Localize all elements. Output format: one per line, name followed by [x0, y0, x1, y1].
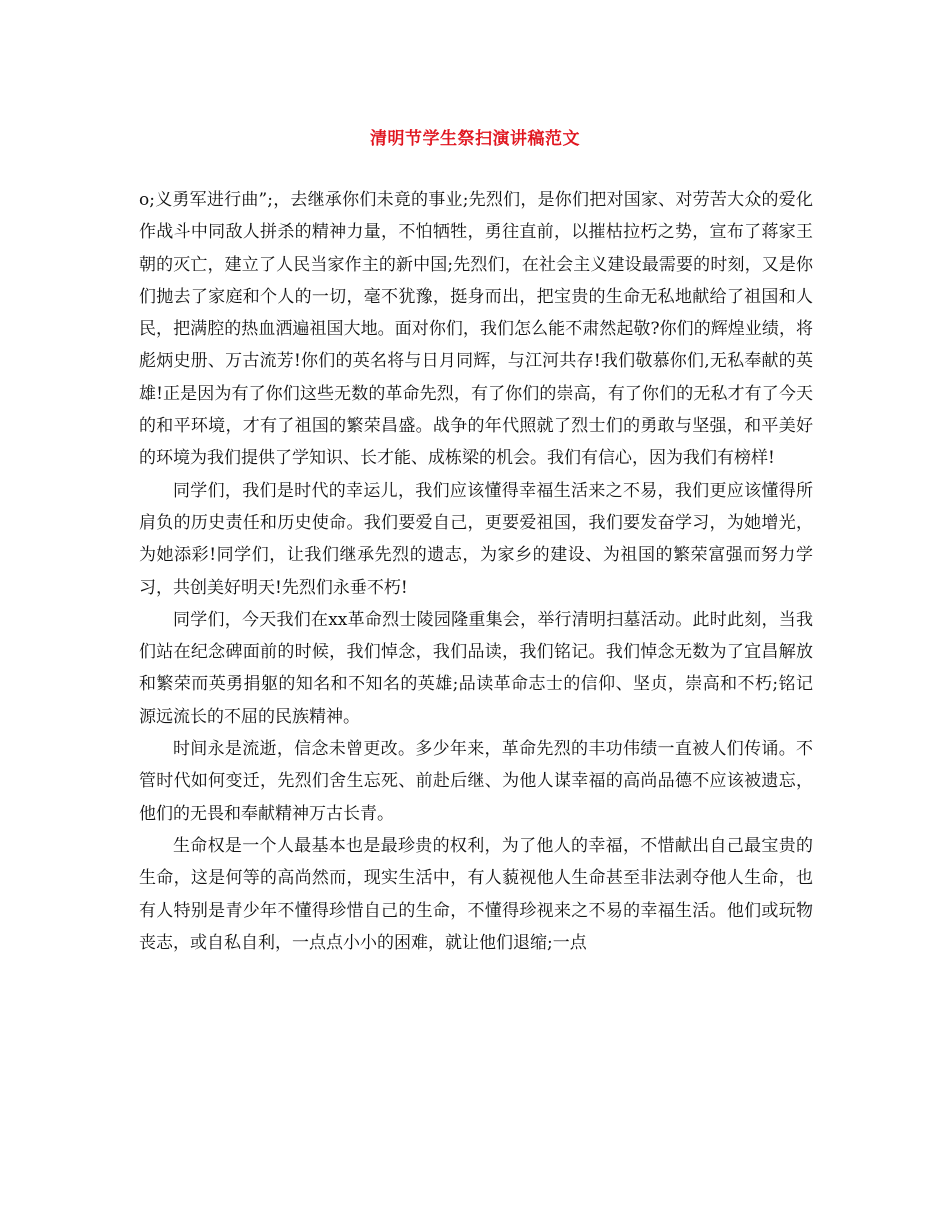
paragraph: 同学们，我们是时代的幸运儿，我们应该懂得幸福生活来之不易，我们更应该懂得所肩负的历史责任和历史使命。我们要爱自己，更要爱祖国，我们要发奋学习，为她增光，为她添彩!同学们，让我们继承先烈的遗志，为家乡的建设、为祖国的繁荣富强而努力学习，共创美好明天!先烈们永垂不朽! — [139, 480, 813, 598]
page-title: 清明节学生祭扫演讲稿范文 — [370, 129, 580, 149]
paragraph: 时间永是流逝，信念未曾更改。多少年来，革命先烈的丰功伟绩一直被人们传诵。不管时代如何变迁，先烈们舍生忘死、前赴后继、为他人谋幸福的高尚品德不应该被遗忘，他们的无畏和奉献精神万古长青。 — [139, 739, 813, 824]
paragraph: 同学们，今天我们在xx革命烈士陵园隆重集会，举行清明扫墓活动。此时此刻，当我们站在纪念碑面前的时候，我们悼念，我们品读，我们铭记。我们悼念无数为了宜昌解放和繁荣而英勇捐躯的知名和不知名的英雄;品读革命志士的信仰、坚贞，崇高和不朽;铭记源远流长的不屈的民族精神。 — [139, 609, 813, 727]
paragraph: o;义勇军进行曲”;，去继承你们未竟的事业;先烈们，是你们把对国家、对劳苦大众的爱化作战斗中同敌人拼杀的精神力量，不怕牺牲，勇往直前，以摧枯拉朽之势，宣布了蒋家王朝的灭亡，建立了人民当家作主的新中国;先烈们，在社会主义建设最需要的时刻，又是你们抛去了家庭和个人的一切，毫不犹豫，挺身而出，把宝贵的生命无私地献给了祖国和人民，把满腔的热血洒遍祖国大地。面对你们，我们怎么能不肃然起敬?你们的辉煌业绩，将彪炳史册、万古流芳!你们的英名将与日月同辉，与江河共存!我们敬慕你们,无私奉献的英雄!正是因为有了你们这些无数的革命先烈，有了你们的崇高，有了你们的无私才有了今天的和平环境，才有了祖国的繁荣昌盛。战争的年代照就了烈士们的勇敢与坚强，和平美好的环境为我们提供了学知识、长才能、成栋梁的机会。我们有信心，因为我们有榜样! — [139, 190, 813, 469]
paragraph: 生命权是一个人最基本也是最珍贵的权利，为了他人的幸福，不惜献出自己最宝贵的生命，这是何等的高尚然而，现实生活中，有人藐视他人生命甚至非法剥夺他人生命，也有人特别是青少年不懂得珍惜自己的生命，不懂得珍视来之不易的幸福生活。他们或玩物丧志，或自私自利，一点点小小的困难，就让他们退缩;一点 — [139, 835, 813, 953]
document-body — [139, 184, 813, 959]
